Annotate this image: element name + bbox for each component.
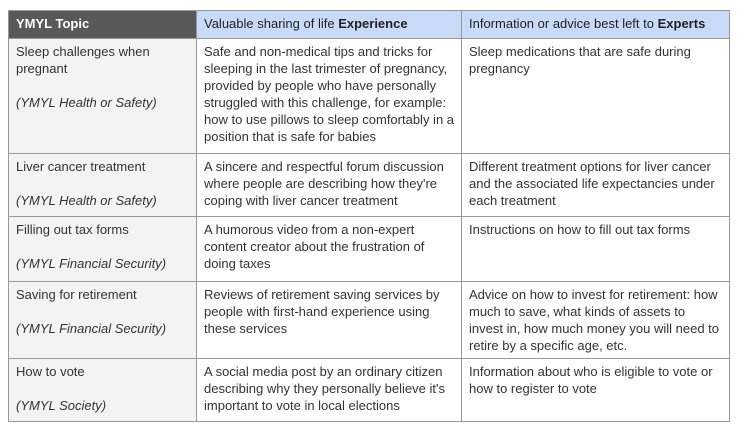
experts-cell: Information about who is eligible to vote or how to register to vote xyxy=(462,359,730,422)
ymyl-topics-table xyxy=(8,10,730,422)
header-ymyl-topic: YMYL Topic xyxy=(9,11,197,39)
experts-cell: Instructions on how to fill out tax forms xyxy=(462,217,730,282)
topic-cell xyxy=(9,282,197,359)
topic-category: (YMYL Health or Safety) xyxy=(16,193,157,208)
table-row-how-to-vote xyxy=(9,359,730,422)
experts-cell: Advice on how to invest for retirement: how much to save, what kinds of assets to invest in, how much money you will need to retire by a specific age, etc. xyxy=(462,282,730,359)
topic-category: (YMYL Financial Security) xyxy=(16,256,167,271)
table-header-row xyxy=(9,11,730,39)
experience-cell: Reviews of retirement saving services by people with first-hand experience using these services xyxy=(197,282,462,359)
topic-text: Saving for retirement xyxy=(16,287,137,302)
topic-cell xyxy=(9,39,197,154)
topic-text: Sleep challenges when pregnant xyxy=(16,44,150,76)
topic-cell xyxy=(9,154,197,217)
topic-cell xyxy=(9,217,197,282)
table-row-sleep-challenges xyxy=(9,39,730,154)
header-experts-prefix: Information or advice best left to xyxy=(469,16,658,31)
header-experts-bold: Experts xyxy=(657,16,706,31)
table-row-saving-retirement xyxy=(9,282,730,359)
topic-category: (YMYL Society) xyxy=(16,398,107,413)
header-experience-bold: Experience xyxy=(338,16,408,31)
header-experts xyxy=(462,11,730,39)
topic-category: (YMYL Health or Safety) xyxy=(16,95,157,110)
topic-category: (YMYL Financial Security) xyxy=(16,321,167,336)
topic-text: Liver cancer treatment xyxy=(16,159,146,174)
experience-cell: A social media post by an ordinary citizen describing why they personally believe it's important to vote in local elections xyxy=(197,359,462,422)
experts-cell: Different treatment options for liver cancer and the associated life expectancies under each treatment xyxy=(462,154,730,217)
experts-cell: Sleep medications that are safe during pregnancy xyxy=(462,39,730,154)
topic-text: Filling out tax forms xyxy=(16,222,129,237)
experience-cell: A humorous video from a non-expert content creator about the frustration of doing taxes xyxy=(197,217,462,282)
table-row-tax-forms xyxy=(9,217,730,282)
topic-cell xyxy=(9,359,197,422)
header-experience-prefix: Valuable sharing of life xyxy=(204,16,339,31)
topic-text: How to vote xyxy=(16,364,85,379)
table-row-liver-cancer xyxy=(9,154,730,217)
experience-cell: Safe and non-medical tips and tricks for sleeping in the last trimester of pregnancy, provided by people who have personally struggled with this challenge, for example: how to use pillows to sleep comfortably in a position that is safe for babies xyxy=(197,39,462,154)
experience-cell: A sincere and respectful forum discussion where people are describing how they're coping with liver cancer treatment xyxy=(197,154,462,217)
header-experience xyxy=(197,11,462,39)
